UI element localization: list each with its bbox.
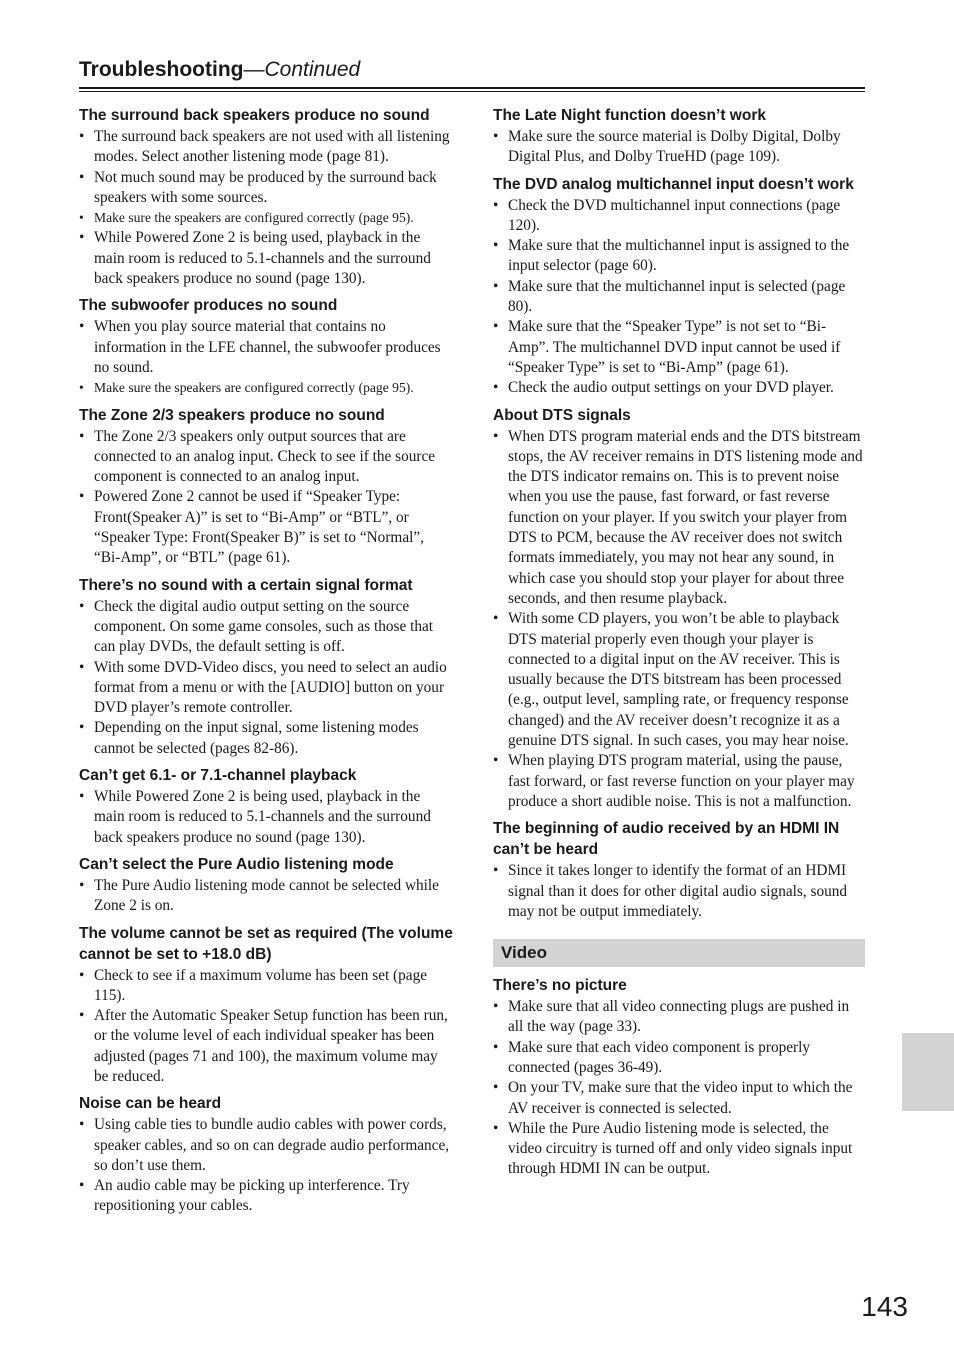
section-heading: There’s no picture bbox=[493, 977, 627, 995]
bullet-item: • Not much sound may be produced by the surround back speakers with some sources. bbox=[79, 168, 453, 209]
section-heading: About DTS signals bbox=[493, 406, 631, 424]
bullet-list bbox=[79, 1115, 453, 1216]
page-number: 143 bbox=[861, 1291, 908, 1322]
header-title: Troubleshooting bbox=[79, 58, 244, 81]
bullet-item: • Make sure that each video component is properly connected (pages 36-49). bbox=[493, 1038, 865, 1079]
section-heading: Can’t get 6.1- or 7.1-channel playback bbox=[79, 767, 357, 785]
bullet-list bbox=[79, 127, 453, 289]
bullet-item: • Depending on the input signal, some listening modes cannot be selected (pages 82-86). bbox=[79, 718, 453, 759]
section bbox=[493, 105, 865, 168]
section bbox=[79, 295, 453, 398]
bullet-list bbox=[493, 997, 865, 1180]
bullet-item: • Check the digital audio output setting on the source component. On some game consoles, such as those that can play DVDs, the default setting is off. bbox=[79, 597, 453, 658]
bullet-item: • Check the DVD multichannel input connections (page 120). bbox=[493, 196, 865, 237]
bullet-item: • The surround back speakers are not used with all listening modes. Select another listening mode (page 81). bbox=[79, 127, 453, 168]
bullet-item: • Check the audio output settings on your DVD player. bbox=[493, 378, 865, 398]
bullet-list bbox=[79, 317, 453, 398]
bullet-item: • Make sure that the multichannel input is selected (page 80). bbox=[493, 277, 865, 318]
bullet-item: • When DTS program material ends and the DTS bitstream stops, the AV receiver remains in DTS listening mode and the DTS indicator remains on. This is to prevent noise when you use the pause, fast forward, or fast reverse function on your player. If you switch your player from DTS to PCM, because the AV receiver does not switch formats immediately, you may not hear any sound, in which case you should stop your player for about three seconds, and then resume playback. bbox=[493, 427, 865, 610]
page-header bbox=[79, 56, 865, 84]
bullet-item: • On your TV, make sure that the video input to which the AV receiver is connected is selected. bbox=[493, 1078, 865, 1119]
bullet-item: • Since it takes longer to identify the format of an HDMI signal than it does for other digital audio signals, sound may not be output immediately. bbox=[493, 861, 865, 922]
bullet-item: • While the Pure Audio listening mode is selected, the video circuitry is turned off and only video signals input through HDMI IN can be output. bbox=[493, 1119, 865, 1180]
bullet-item: • Make sure that all video connecting plugs are pushed in all the way (page 33). bbox=[493, 997, 865, 1038]
section-heading: The subwoofer produces no sound bbox=[79, 297, 338, 315]
bullet-item: • The Pure Audio listening mode cannot be selected while Zone 2 is on. bbox=[79, 876, 453, 917]
section-heading: The volume cannot be set as required (The volume cannot be set to +18.0 dB) bbox=[79, 924, 453, 963]
bullet-item: • After the Automatic Speaker Setup function has been run, or the volume level of each individual speaker has been adjusted (pages 71 and 100), the maximum volume may be reduced. bbox=[79, 1006, 453, 1087]
bullet-item: • Make sure the speakers are configured correctly (page 95). bbox=[79, 378, 453, 398]
section bbox=[79, 105, 453, 289]
section bbox=[79, 765, 453, 848]
bullet-item: • While Powered Zone 2 is being used, playback in the main room is reduced to 5.1-channels and the surround back speakers produce no sound (page 130). bbox=[79, 228, 453, 289]
section bbox=[493, 405, 865, 813]
bullet-item: • Make sure the source material is Dolby Digital, Dolby Digital Plus, and Dolby TrueHD (page 109). bbox=[493, 127, 865, 168]
bullet-item: • Make sure the speakers are configured correctly (page 95). bbox=[79, 208, 453, 228]
header-rule-thin bbox=[79, 91, 865, 92]
bullet-item: • Powered Zone 2 cannot be used if “Speaker Type: Front(Speaker A)” is set to “Bi-Amp” or “BTL”, or “Speaker Type: Front(Speaker B)” is set to “Normal”, “Bi-Amp”, or “BTL” (page 61). bbox=[79, 487, 453, 568]
bullet-item: • The Zone 2/3 speakers only output sources that are connected to an analog input. Check to see if the source component is connected to an analog input. bbox=[79, 427, 453, 488]
section-heading: There’s no sound with a certain signal format bbox=[79, 576, 413, 594]
header-continued: —Continued bbox=[243, 58, 361, 81]
bullet-list bbox=[79, 787, 453, 848]
bullet-list bbox=[79, 427, 453, 569]
bullet-item: • Make sure that the multichannel input is assigned to the input selector (page 60). bbox=[493, 236, 865, 277]
section bbox=[79, 1093, 453, 1216]
section-heading: The Zone 2/3 speakers produce no sound bbox=[79, 406, 385, 424]
bullet-item: • While Powered Zone 2 is being used, playback in the main room is reduced to 5.1-channels and the surround back speakers produce no sound (page 130). bbox=[79, 787, 453, 848]
bullet-list bbox=[493, 861, 865, 922]
audio-sections-right bbox=[493, 105, 865, 922]
bullet-item: • Check to see if a maximum volume has been set (page 115). bbox=[79, 966, 453, 1007]
header-rule-thick bbox=[79, 87, 865, 89]
bullet-list bbox=[493, 196, 865, 399]
bullet-list bbox=[79, 597, 453, 759]
right-column bbox=[493, 105, 865, 1180]
section-heading: The Late Night function doesn’t work bbox=[493, 107, 766, 124]
bullet-item: • Using cable ties to bundle audio cables with power cords, speaker cables, and so on can degrade audio performance, so don’t use them. bbox=[79, 1115, 453, 1176]
bullet-list bbox=[79, 966, 453, 1088]
bullet-list bbox=[493, 127, 865, 168]
video-sections bbox=[493, 975, 865, 1180]
bullet-item: • Make sure that the “Speaker Type” is not set to “Bi-Amp”. The multichannel DVD input cannot be used if “Speaker Type” is set to “Bi-Amp” (page 61). bbox=[493, 317, 865, 378]
section bbox=[79, 575, 453, 759]
section-heading: The beginning of audio received by an HDMI IN can’t be heard bbox=[493, 820, 840, 859]
section bbox=[493, 975, 865, 1180]
bullet-item: • When playing DTS program material, using the pause, fast forward, or fast reverse function on your player may produce a short audible noise. This is not a malfunction. bbox=[493, 751, 865, 812]
section bbox=[79, 854, 453, 917]
section-heading: The DVD analog multichannel input doesn’t work bbox=[493, 175, 854, 193]
bullet-list bbox=[493, 427, 865, 813]
section bbox=[79, 405, 453, 569]
section-heading: Noise can be heard bbox=[79, 1095, 222, 1113]
left-column bbox=[79, 105, 453, 1217]
bullet-item: • An audio cable may be picking up interference. Try repositioning your cables. bbox=[79, 1176, 453, 1217]
bullet-item: • When you play source material that contains no information in the LFE channel, the subwoofer produces no sound. bbox=[79, 317, 453, 378]
bullet-item: • With some CD players, you won’t be able to playback DTS material properly even though your player is connected to a digital input on the AV receiver. This is usually because the DTS bitstream has been processed (e.g., output level, sampling rate, or frequency response changed) and the AV receiver doesn’t recognize it as a genuine DTS signal. In such cases, you may hear noise. bbox=[493, 609, 865, 751]
section-heading: The surround back speakers produce no sound bbox=[79, 107, 430, 124]
bullet-list bbox=[79, 876, 453, 917]
video-section-band: Video bbox=[493, 939, 865, 967]
chapter-tab bbox=[902, 1033, 954, 1111]
bullet-item: • With some DVD-Video discs, you need to select an audio format from a menu or with the [AUDIO] button on your DVD player’s remote controller. bbox=[79, 658, 453, 719]
section-heading: Can’t select the Pure Audio listening mode bbox=[79, 855, 394, 873]
section bbox=[79, 923, 453, 1088]
section bbox=[493, 818, 865, 922]
section bbox=[493, 174, 865, 399]
